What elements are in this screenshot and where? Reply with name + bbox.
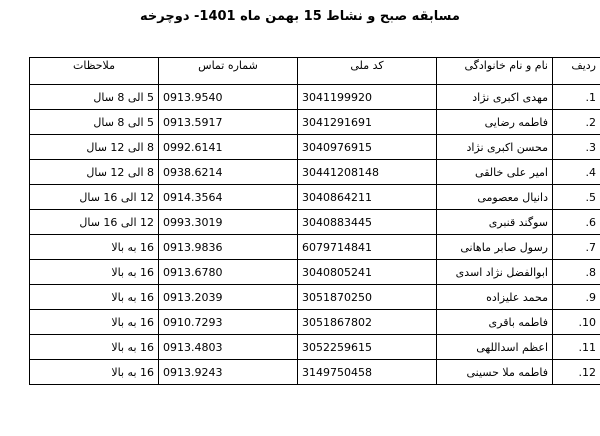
cell-row-number: 9.: [553, 285, 600, 310]
cell-phone-number: 0914.3564: [159, 185, 298, 210]
cell-phone-number: 0913.9836: [159, 235, 298, 260]
cell-national-code: 3040883445: [298, 210, 437, 235]
cell-row-number: 6.: [553, 210, 600, 235]
cell-national-code: 3051870250: [298, 285, 437, 310]
cell-phone-number: 0913.9243: [159, 360, 298, 385]
cell-phone-number: 0913.5917: [159, 110, 298, 135]
header-national-code: کد ملی: [298, 58, 437, 85]
cell-national-code: 3040976915: [298, 135, 437, 160]
cell-phone-number: 0913.2039: [159, 285, 298, 310]
cell-notes: 16 به بالا: [30, 310, 159, 335]
cell-phone-number: 0993.3019: [159, 210, 298, 235]
header-phone: شماره تماس: [159, 58, 298, 85]
table-row: [30, 135, 600, 160]
cell-notes: 16 به بالا: [30, 285, 159, 310]
cell-notes: 12 الی 16 سال: [30, 185, 159, 210]
document-title: مسابقه صبح و نشاط 15 بهمن ماه 1401- دوچرخه: [140, 9, 460, 24]
cell-row-number: 2.: [553, 110, 600, 135]
table-row: [30, 185, 600, 210]
cell-full-name: فاطمه باقری: [437, 310, 553, 335]
cell-row-number: 5.: [553, 185, 600, 210]
table-row: [30, 335, 600, 360]
cell-full-name: دانیال معصومی: [437, 185, 553, 210]
table-row: [30, 160, 600, 185]
cell-row-number: 11.: [553, 335, 600, 360]
cell-full-name: مهدی اکبری نژاد: [437, 85, 553, 110]
cell-row-number: 7.: [553, 235, 600, 260]
cell-phone-number: 0910.7293: [159, 310, 298, 335]
cell-notes: 16 به بالا: [30, 360, 159, 385]
table-row: [30, 85, 600, 110]
cell-full-name: فاطمه ملا حسینی: [437, 360, 553, 385]
cell-full-name: ابوالفضل نژاد اسدی: [437, 260, 553, 285]
cell-full-name: امیر علی خالقی: [437, 160, 553, 185]
table-row: [30, 235, 600, 260]
cell-full-name: محسن اکبری نژاد: [437, 135, 553, 160]
cell-full-name: اعظم اسداللهی: [437, 335, 553, 360]
header-row-number: ردیف: [553, 58, 600, 85]
cell-row-number: 8.: [553, 260, 600, 285]
cell-full-name: فاطمه رضایی: [437, 110, 553, 135]
cell-phone-number: 0913.9540: [159, 85, 298, 110]
table-body: [30, 85, 600, 385]
cell-row-number: 10.: [553, 310, 600, 335]
cell-phone-number: 0913.6780: [159, 260, 298, 285]
cell-national-code: 30441208148: [298, 160, 437, 185]
cell-full-name: سوگند قنبری: [437, 210, 553, 235]
cell-notes: 16 به بالا: [30, 335, 159, 360]
cell-notes: 16 به بالا: [30, 260, 159, 285]
cell-notes: 5 الی 8 سال: [30, 110, 159, 135]
cell-notes: 8 الی 12 سال: [30, 135, 159, 160]
cell-notes: 8 الی 12 سال: [30, 160, 159, 185]
cell-row-number: 4.: [553, 160, 600, 185]
participants-table: [29, 57, 600, 385]
cell-national-code: 3051867802: [298, 310, 437, 335]
header-notes: ملاحظات: [30, 58, 159, 85]
cell-notes: 12 الی 16 سال: [30, 210, 159, 235]
cell-national-code: 3041199920: [298, 85, 437, 110]
cell-row-number: 12.: [553, 360, 600, 385]
table-row: [30, 285, 600, 310]
table-row: [30, 310, 600, 335]
cell-national-code: 3040864211: [298, 185, 437, 210]
cell-national-code: 3041291691: [298, 110, 437, 135]
table-row: [30, 210, 600, 235]
cell-phone-number: 0938.6214: [159, 160, 298, 185]
table-row: [30, 110, 600, 135]
cell-national-code: 3052259615: [298, 335, 437, 360]
cell-national-code: 6079714841: [298, 235, 437, 260]
table-row: [30, 360, 600, 385]
table-header-row: [30, 58, 600, 85]
cell-notes: 16 به بالا: [30, 235, 159, 260]
cell-full-name: رسول صابر ماهانی: [437, 235, 553, 260]
cell-phone-number: 0992.6141: [159, 135, 298, 160]
cell-phone-number: 0913.4803: [159, 335, 298, 360]
cell-full-name: محمد علیزاده: [437, 285, 553, 310]
cell-national-code: 3149750458: [298, 360, 437, 385]
cell-notes: 5 الی 8 سال: [30, 85, 159, 110]
cell-row-number: 3.: [553, 135, 600, 160]
header-full-name: نام و نام خانوادگی: [437, 58, 553, 85]
cell-national-code: 3040805241: [298, 260, 437, 285]
table-row: [30, 260, 600, 285]
cell-row-number: 1.: [553, 85, 600, 110]
